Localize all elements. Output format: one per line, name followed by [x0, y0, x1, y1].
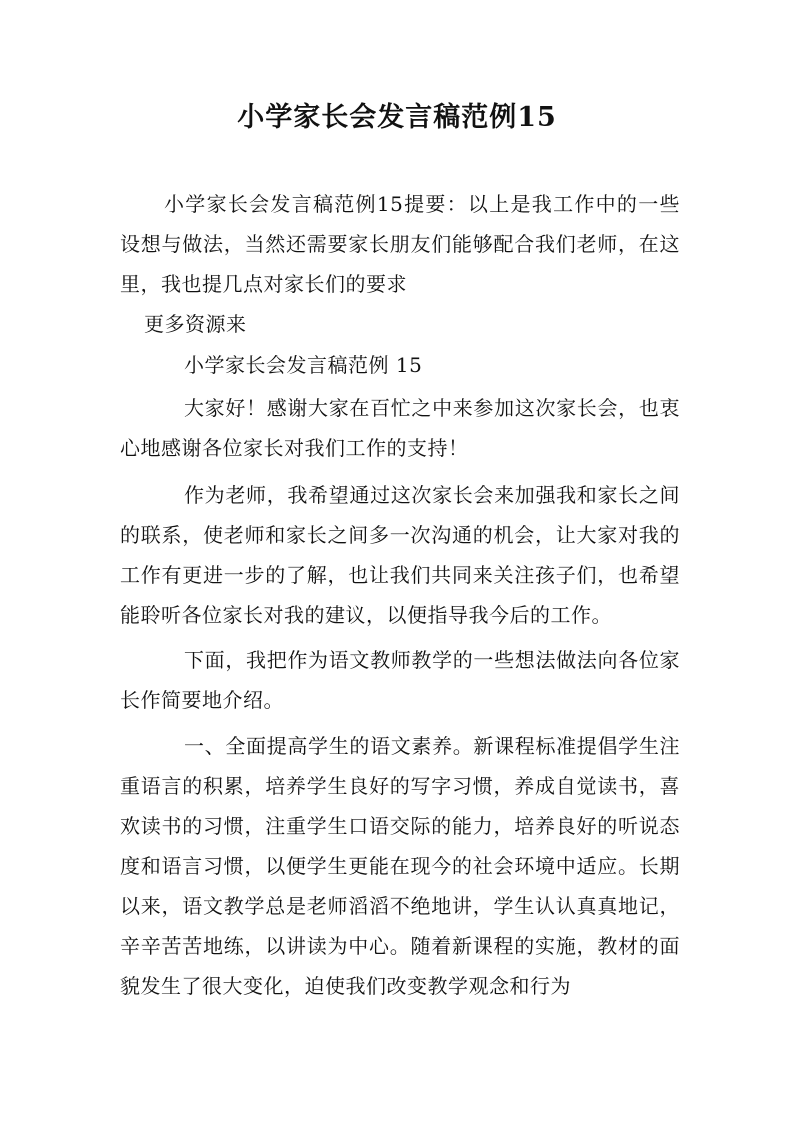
document-subtitle: 小学家长会发言稿范例 15: [184, 353, 423, 377]
body-paragraph-3: 下面，我把作为语文教师教学的一些想法做法向各位家长作简要地介绍。: [120, 648, 680, 712]
summary-paragraph: 小学家长会发言稿范例15提要：以上是我工作中的一些设想与做法，当然还需要家长朋友们能够配合我们老师，在这里，我也提几点对家长们的要求: [120, 192, 680, 296]
body-paragraph-2: 作为老师，我希望通过这次家长会来加强我和家长之间的联系，使老师和家长之间多一次沟通的机会，让大家对我的工作有更进一步的了解，也让我们共同来关注孩子们，也希望能聆听各位家长对我的建议，以便指导我今后的工作。: [120, 483, 680, 627]
document-title: 小学家长会发言稿范例15: [237, 102, 557, 133]
body-paragraph-1: 大家好！感谢大家在百忙之中来参加这次家长会，也衷心地感谢各位家长对我们工作的支持！: [120, 396, 680, 460]
body-paragraph-4: 一、全面提高学生的语文素养。新课程标准提倡学生注重语言的积累，培养学生良好的写字习惯，养成自觉读书，喜欢读书的习惯，注重学生口语交际的能力，培养良好的听说态度和语言习惯，以便学生更能在现今的社会环境中适应。长期以来，语文教学总是老师滔滔不绝地讲，学生认认真真地记，辛辛苦苦地练，以讲读为中心。随着新课程的实施，教材的面貌发生了很大变化，迫使我们改变教学观念和行为: [120, 734, 680, 998]
more-resources-text: 更多资源来: [144, 312, 247, 336]
